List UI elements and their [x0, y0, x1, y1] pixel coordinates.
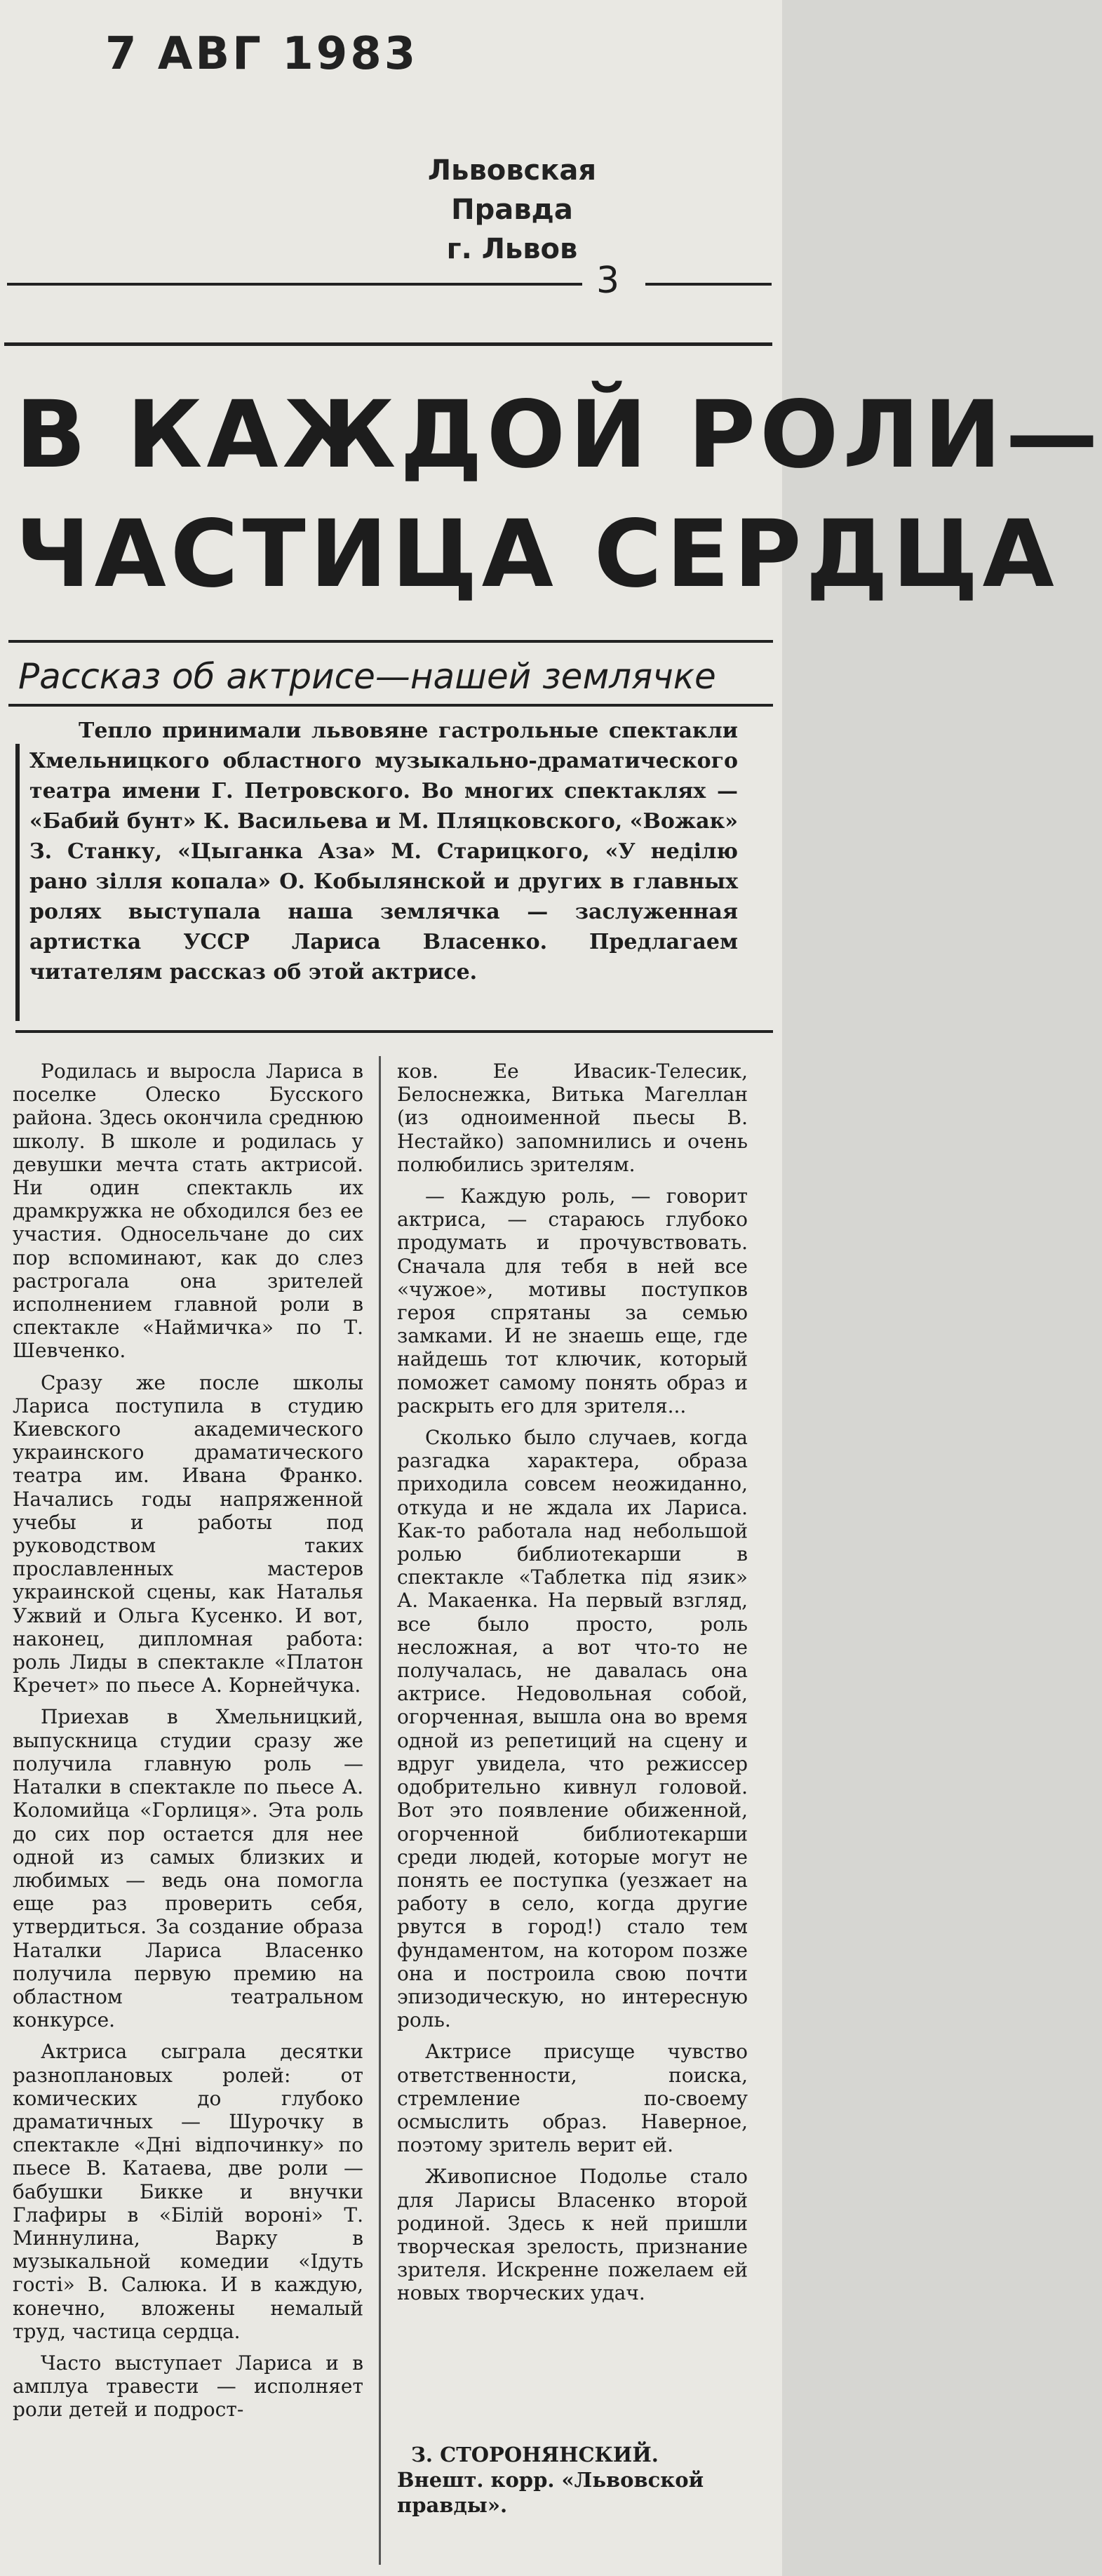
date-stamp: 7 АВГ 1983: [105, 28, 419, 80]
paragraph: Сколько было случаев, когда разгадка характера, образа приходила совсем неожиданно, откуда и не ждала их Лариса. Как-то работала над небольшой ролью библиотекарши в спектакле «Таблетка під язик» А. Макаенка. На первый взгляд, все было просто, роль несложная, а вот что-то не получалась, не давалась она актрисе. Недовольная собой, огорченная, вышла она во время одной из репетиций на сцену и вдруг увидела, что режиссер одобрительно кивнул головой. Вот это появление обиженной, огорченной библиотекарши среди людей, которые могут не понять ее поступка (уезжает на работу в село, когда другие рвутся в город!) стало тем фундаментом, на котором позже она и построила свою почти эпизодическую, но интересную роль.: [397, 1426, 748, 2032]
author-role: Внешт. корр. «Львовской правды».: [397, 2468, 704, 2517]
headline-top-rule: [4, 342, 772, 346]
headline-line-2: ЧАСТИЦА СЕРДЦА: [15, 500, 1059, 608]
paragraph: Сразу же после школы Лариса поступила в студию Киевского академического украинского драматического театра им. Ивана Франко. Начались годы напряженной учебы и работы под руководством таких прославленных мастеров украинской сцены, как Наталья Ужвий и Ольга Кусенко. И вот, наконец, дипломная работа: роль Лиды в спектакле «Платон Кречет» по пьесе А. Корнейчука.: [13, 1370, 363, 1697]
paragraph: Приехав в Хмельницкий, выпускница студии сразу же получила главную роль — Наталки в спектакле по пьесе А. Коломийца «Горлиця». Эта роль до сих пор остается для нее одной из самых близких и любимых — ведь она помогла еще раз проверить себя, утвердиться. За создание образа Наталки Лариса Власенко получила первую премию на областном театральном конкурсе.: [13, 1705, 363, 2032]
paragraph: Часто выступает Лариса и в амплуа травести — исполняет роли детей и подрост-: [13, 2351, 363, 2422]
source-stamp-newspaper: Львовская Правда: [427, 154, 597, 226]
paragraph: Живописное Подолье стало для Ларисы Власенко второй родиной. Здесь к ней пришли творческая зрелость, признание зрителя. Искренне пожелаем ей новых творческих удач.: [397, 2165, 748, 2305]
article-lead: Тепло принимали львовяне гастрольные спектакли Хмельницкого областного музыкально-драматического театра имени Г. Петровского. Во многих спектаклях — «Бабий бунт» К. Васильева и М. Пляцковского, «Вожак» З. Станку, «Цыганка Аза» М. Старицкого, «У неділю рано зілля копала» О. Кобылянской и других в главных ролях выступала наша землячка — заслуженная артистка УССР Лариса Власенко. Предлагаем читателям рассказ об этой актрисе.: [29, 719, 738, 985]
paragraph: Актриса сыграла десятки разноплановых ролей: от комических до глубоко драматичных — Шурочку в спектакле «Дні відпочинку» по пьесе В. Катаева, две роли — бабушки Бикке и внучки Глафиры в «Білій вороні» Т. Миннулина, Варку в музыкальной комедии «Ідуть гості» В. Салюка. И в каждую, конечно, вложены немалый труд, частица сердца.: [13, 2040, 363, 2343]
lead-bottom-rule: [15, 1030, 773, 1033]
article-column-right: [397, 1060, 748, 2314]
headline-line-1: В КАЖДОЙ РОЛИ—: [15, 381, 1102, 489]
author-name: З. СТОРОНЯНСКИЙ.: [411, 2443, 659, 2467]
source-stamp-city: г. Львов: [446, 233, 578, 265]
paragraph: Актрисе присуще чувство ответственности, поиска, стремление по-своему осмыслить образ. Наверное, поэтому зритель верит ей.: [397, 2040, 748, 2157]
lead-left-border: [15, 744, 20, 1021]
lead-top-rule: [8, 704, 773, 707]
page-rule-left: [7, 283, 582, 286]
page-rule-right: [645, 283, 772, 286]
article-subtitle: Рассказ об актрисе—нашей землячке: [18, 656, 716, 697]
headline-bottom-rule: [8, 640, 773, 643]
article-column-left: [13, 1060, 363, 2430]
paragraph: ков. Ее Ивасик-Телесик, Белоснежка, Витька Магеллан (из одноименной пьесы В. Нестайко) запомнились и очень полюбились зрителям.: [397, 1060, 748, 1176]
column-divider: [379, 1056, 381, 2565]
source-stamp: [365, 151, 659, 269]
page-number: 3: [596, 260, 620, 302]
paragraph: — Каждую роль, — говорит актриса, — стараюсь глубоко продумать и прочувствовать. Сначала для тебя в ней все «чужое», мотивы поступков героя спрятаны за семью замками. И не знаешь еще, где найдешь тот ключик, который поможет самому понять образ и раскрыть его для зрителя...: [397, 1184, 748, 1417]
author-signature: [397, 2442, 762, 2518]
paragraph: Родилась и выросла Лариса в поселке Олеско Бусского района. Здесь окончила среднюю школу. В школе и родилась у девушки мечта стать актрисой. Ни один спектакль их драмкружка не обходился без ее участия. Односельчане до сих пор вспоминают, как до слез растрогала она зрителей исполнением главной роли в спектакле «Наймичка» по Т. Шевченко.: [13, 1060, 363, 1363]
